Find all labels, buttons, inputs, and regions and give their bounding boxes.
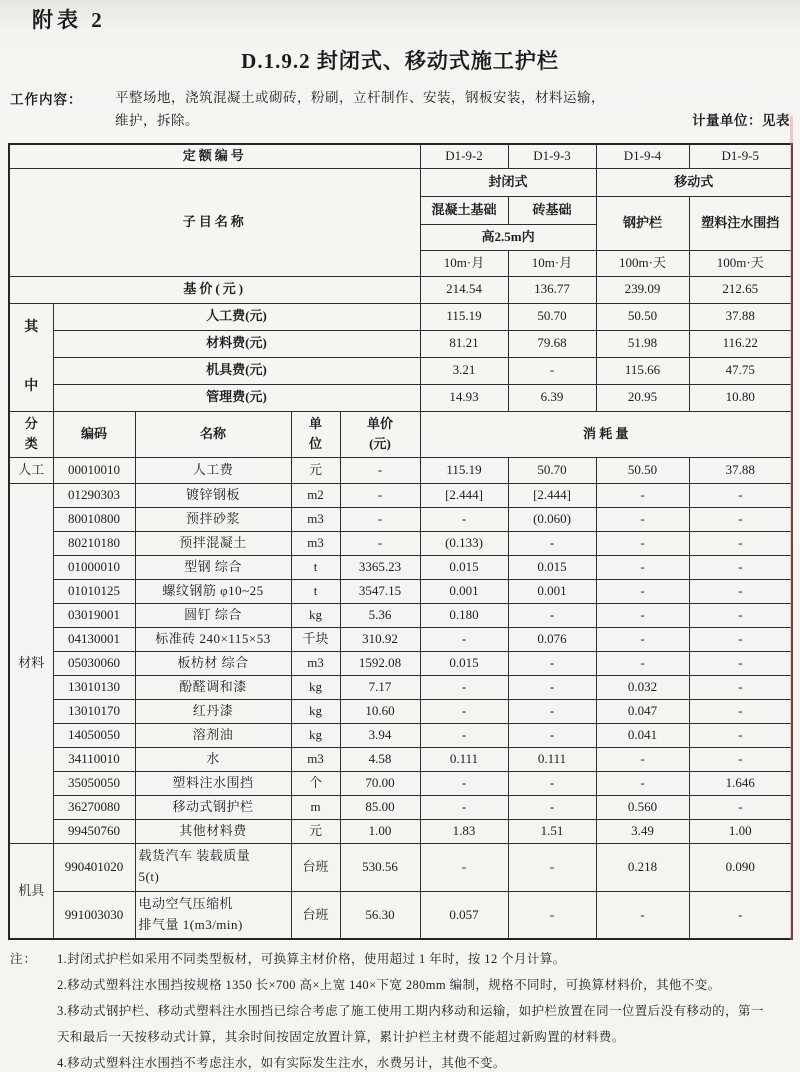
material-value-cell: 0.032 — [596, 675, 689, 699]
material-code-cell: 14050050 — [53, 723, 135, 747]
material-value-cell: - — [689, 531, 792, 555]
material-value-cell: - — [420, 795, 508, 819]
material-unit-cell: m3 — [291, 507, 340, 531]
fee-row — [9, 384, 792, 411]
fee-label-cell: 材料费(元) — [53, 330, 420, 357]
material-value-cell: 0.015 — [420, 555, 508, 579]
work-content-line1: 平整场地，浇筑混凝土或砌砖，粉刷，立杆制作、安装，钢板安装，材料运输， — [115, 90, 605, 105]
material-name-cell: 其他材料费 — [135, 819, 291, 843]
quota-code-cell: D1-9-4 — [596, 144, 689, 168]
header-code-cell: 编码 — [53, 411, 135, 457]
material-code-cell: 34110010 — [53, 747, 135, 771]
material-value-cell: - — [508, 603, 596, 627]
material-unit-cell: 个 — [291, 771, 340, 795]
machine-name-line2: 5(t) — [138, 869, 160, 884]
header-category-line1: 分 — [24, 415, 38, 431]
fee-value-cell: 116.22 — [689, 330, 792, 357]
material-name-cell: 标准砖 240×115×53 — [135, 627, 291, 651]
material-value-cell: - — [420, 507, 508, 531]
labor-value-cell: 115.19 — [420, 457, 508, 483]
material-row — [9, 555, 792, 579]
material-value-cell: 1.83 — [420, 819, 508, 843]
machine-value-cell: - — [508, 843, 596, 891]
material-unit-cell: m3 — [291, 747, 340, 771]
material-row — [9, 627, 792, 651]
material-value-cell: - — [596, 747, 689, 771]
header-unit-line2: 位 — [308, 436, 322, 451]
header-category-cell — [9, 411, 53, 457]
group-closed-cell: 封闭式 — [420, 168, 596, 196]
header-name-cell: 名称 — [135, 411, 291, 457]
material-row — [9, 675, 792, 699]
fee-row — [9, 303, 792, 330]
material-row — [9, 795, 792, 819]
material-price-cell: 85.00 — [340, 795, 420, 819]
material-name-cell: 红丹漆 — [135, 699, 291, 723]
material-value-cell: - — [508, 531, 596, 555]
material-name-cell: 预拌混凝土 — [135, 531, 291, 555]
material-price-cell: 70.00 — [340, 771, 420, 795]
labor-unit-cell: 元 — [291, 457, 340, 483]
material-name-cell: 圆钉 综合 — [135, 603, 291, 627]
machine-value-cell: - — [689, 891, 792, 939]
material-value-cell: 0.015 — [508, 555, 596, 579]
unit-cell: 10m·月 — [508, 250, 596, 276]
material-value-cell: - — [689, 723, 792, 747]
fee-value-cell: 81.21 — [420, 330, 508, 357]
material-name-cell: 溶剂油 — [135, 723, 291, 747]
material-value-cell: - — [689, 603, 792, 627]
sub-item-label-cell: 子目名称 — [9, 168, 420, 276]
detail-header-row — [9, 411, 792, 457]
quota-code-cell: D1-9-5 — [689, 144, 792, 168]
material-value-cell: (0.133) — [420, 531, 508, 555]
material-value-cell: 1.646 — [689, 771, 792, 795]
notes-label: 注： — [10, 952, 38, 966]
material-unit-cell: t — [291, 579, 340, 603]
material-value-cell: 0.047 — [596, 699, 689, 723]
labor-row — [9, 457, 792, 483]
header-price-line2: (元) — [369, 436, 391, 451]
material-row — [9, 507, 792, 531]
material-value-cell: 0.180 — [420, 603, 508, 627]
fee-label-cell: 机具费(元) — [53, 357, 420, 384]
fee-value-cell: 115.66 — [596, 357, 689, 384]
material-value-cell: - — [420, 699, 508, 723]
labor-name-cell: 人工费 — [135, 457, 291, 483]
material-value-cell: (0.060) — [508, 507, 596, 531]
material-price-cell: 1592.08 — [340, 651, 420, 675]
material-code-cell: 80010800 — [53, 507, 135, 531]
fee-value-cell: 3.21 — [420, 357, 508, 384]
fee-value-cell: - — [508, 357, 596, 384]
material-value-cell: - — [596, 603, 689, 627]
material-name-cell: 酚醛调和漆 — [135, 675, 291, 699]
work-content-body — [115, 88, 790, 134]
fee-row — [9, 330, 792, 357]
material-price-cell: 5.36 — [340, 603, 420, 627]
material-price-cell: 4.58 — [340, 747, 420, 771]
material-code-cell: 01000010 — [53, 555, 135, 579]
material-code-cell: 35050050 — [53, 771, 135, 795]
material-name-cell: 镀锌钢板 — [135, 483, 291, 507]
base-price-row — [9, 276, 792, 303]
material-row — [9, 483, 792, 507]
machine-name-cell — [135, 891, 291, 939]
material-price-cell: - — [340, 531, 420, 555]
measure-unit-note: 计量单位：见表 — [692, 113, 790, 128]
header-unit-cell — [291, 411, 340, 457]
among-label-cell — [9, 303, 53, 411]
height-note-cell: 高2.5m内 — [420, 224, 596, 250]
fee-row — [9, 357, 792, 384]
sub-item-cell: 钢护栏 — [596, 196, 689, 250]
work-content-line2-row — [115, 108, 790, 134]
material-value-cell: - — [508, 651, 596, 675]
machine-value-cell: 0.057 — [420, 891, 508, 939]
machine-name-cell — [135, 843, 291, 891]
work-content-line2: 维护，拆除。 — [115, 113, 199, 128]
note-item-3: 3.移动式钢护栏、移动式塑料注水围挡已综合考虑了施工使用工期内移动和运输，如护栏放置在同一位置后没有移动的，第一天和最后一天按移动式计算，其余时间按固定放置计算，累计护栏主材费不能超过新购置的材料费。 — [57, 1004, 764, 1044]
material-value-cell: 0.111 — [420, 747, 508, 771]
material-code-cell: 13010130 — [53, 675, 135, 699]
machine-value-cell: - — [420, 843, 508, 891]
work-content-block — [10, 88, 790, 134]
material-value-cell: - — [689, 627, 792, 651]
material-value-cell: - — [508, 699, 596, 723]
category-labor-cell: 人工 — [9, 457, 53, 483]
material-row — [9, 531, 792, 555]
material-code-cell: 01290303 — [53, 483, 135, 507]
material-value-cell: - — [689, 555, 792, 579]
material-unit-cell: m3 — [291, 651, 340, 675]
machine-code-cell: 990401020 — [53, 843, 135, 891]
header-category-line2: 类 — [24, 436, 38, 451]
material-price-cell: - — [340, 507, 420, 531]
note-item-1: 1.封闭式护栏如采用不同类型板材，可换算主材价格，使用超过 1 年时，按 12 个月计算。 — [57, 952, 566, 966]
material-value-cell: - — [689, 747, 792, 771]
machine-code-cell: 991003030 — [53, 891, 135, 939]
fee-value-cell: 115.19 — [420, 303, 508, 330]
material-name-cell: 水 — [135, 747, 291, 771]
material-unit-cell: kg — [291, 603, 340, 627]
unit-cell: 100m·天 — [689, 250, 792, 276]
material-value-cell: 1.00 — [689, 819, 792, 843]
fee-value-cell: 14.93 — [420, 384, 508, 411]
quota-code-row — [9, 144, 792, 168]
material-name-cell: 移动式钢护栏 — [135, 795, 291, 819]
material-price-cell: 310.92 — [340, 627, 420, 651]
fee-value-cell: 79.68 — [508, 330, 596, 357]
labor-value-cell: 37.88 — [689, 457, 792, 483]
fee-value-cell: 6.39 — [508, 384, 596, 411]
material-value-cell: 0.041 — [596, 723, 689, 747]
material-value-cell: 0.001 — [508, 579, 596, 603]
quota-code-cell: D1-9-3 — [508, 144, 596, 168]
fee-value-cell: 20.95 — [596, 384, 689, 411]
material-value-cell: - — [596, 555, 689, 579]
material-price-cell: - — [340, 483, 420, 507]
material-unit-cell: kg — [291, 699, 340, 723]
material-unit-cell: 千块 — [291, 627, 340, 651]
material-value-cell: 0.560 — [596, 795, 689, 819]
material-value-cell: - — [596, 651, 689, 675]
among-label-box — [13, 315, 50, 399]
material-value-cell: 1.51 — [508, 819, 596, 843]
material-unit-cell: m2 — [291, 483, 340, 507]
material-value-cell: - — [689, 675, 792, 699]
machine-name-line1: 载货汽车 装载质量 — [138, 848, 251, 864]
header-price-cell — [340, 411, 420, 457]
labor-value-cell: 50.50 — [596, 457, 689, 483]
material-code-cell: 80210180 — [53, 531, 135, 555]
material-code-cell: 36270080 — [53, 795, 135, 819]
material-code-cell: 13010170 — [53, 699, 135, 723]
category-machine-cell: 机具 — [9, 843, 53, 939]
material-price-cell: 3547.15 — [340, 579, 420, 603]
machine-value-cell: 0.090 — [689, 843, 792, 891]
fee-value-cell: 37.88 — [689, 303, 792, 330]
material-unit-cell: kg — [291, 723, 340, 747]
material-unit-cell: m — [291, 795, 340, 819]
material-value-cell: - — [596, 579, 689, 603]
notes-body — [57, 946, 790, 1072]
material-price-cell: 10.60 — [340, 699, 420, 723]
material-code-cell: 01010125 — [53, 579, 135, 603]
quota-code-cell: D1-9-2 — [420, 144, 508, 168]
sub-item-cell: 塑料注水围挡 — [689, 196, 792, 250]
base-price-cell: 239.09 — [596, 276, 689, 303]
material-value-cell: - — [508, 795, 596, 819]
material-value-cell: - — [508, 771, 596, 795]
machine-value-cell: - — [508, 891, 596, 939]
labor-price-cell: - — [340, 457, 420, 483]
material-row — [9, 603, 792, 627]
among-label-bottom: 中 — [24, 378, 39, 394]
base-price-cell: 214.54 — [420, 276, 508, 303]
machine-name-line1: 电动空气压缩机 — [138, 895, 234, 911]
material-value-cell: - — [420, 771, 508, 795]
fee-value-cell: 50.50 — [596, 303, 689, 330]
material-value-cell: - — [689, 651, 792, 675]
material-row — [9, 699, 792, 723]
category-material-cell: 材料 — [9, 483, 53, 843]
base-price-label-cell: 基价(元) — [9, 276, 420, 303]
header-price-line1: 单价 — [367, 415, 394, 431]
material-value-cell: - — [689, 483, 792, 507]
note-item-2: 2.移动式塑料注水围挡按规格 1350 长×700 高×上宽 140×下宽 280mm 编制，规格不同时，可换算材料价，其他不变。 — [57, 978, 721, 992]
material-value-cell: - — [508, 675, 596, 699]
fee-value-cell: 51.98 — [596, 330, 689, 357]
material-value-cell: - — [596, 627, 689, 651]
material-price-cell: 1.00 — [340, 819, 420, 843]
material-value-cell: 0.001 — [420, 579, 508, 603]
material-code-cell: 04130001 — [53, 627, 135, 651]
material-name-cell: 预拌砂浆 — [135, 507, 291, 531]
sub-item-cell: 混凝土基础 — [420, 196, 508, 224]
labor-code-cell: 00010010 — [53, 457, 135, 483]
fee-label-cell: 管理费(元) — [53, 384, 420, 411]
material-value-cell: - — [596, 483, 689, 507]
material-price-cell: 7.17 — [340, 675, 420, 699]
quota-table — [8, 143, 793, 940]
page-title: D.1.9.2 封闭式、移动式施工护栏 — [241, 49, 559, 73]
material-value-cell: 0.076 — [508, 627, 596, 651]
material-value-cell: - — [420, 675, 508, 699]
fee-value-cell: 47.75 — [689, 357, 792, 384]
material-row — [9, 579, 792, 603]
material-value-cell: - — [508, 723, 596, 747]
machine-name-line2: 排气量 1(m3/min) — [138, 916, 243, 932]
material-row — [9, 723, 792, 747]
material-code-cell: 03019001 — [53, 603, 135, 627]
group-mobile-cell: 移动式 — [596, 168, 792, 196]
material-row — [9, 771, 792, 795]
material-unit-cell: m3 — [291, 531, 340, 555]
material-row — [9, 747, 792, 771]
material-value-cell: [2.444] — [420, 483, 508, 507]
material-unit-cell: t — [291, 555, 340, 579]
material-value-cell: - — [420, 723, 508, 747]
fee-value-cell: 10.80 — [689, 384, 792, 411]
material-price-cell: 3365.23 — [340, 555, 420, 579]
scan-artifact-line — [790, 116, 793, 940]
among-label-top: 其 — [24, 320, 39, 335]
base-price-cell: 136.77 — [508, 276, 596, 303]
material-value-cell: [2.444] — [508, 483, 596, 507]
sub-item-cell: 砖基础 — [508, 196, 596, 224]
header-consumption-cell: 消 耗 量 — [420, 411, 792, 457]
material-name-cell: 板枋材 综合 — [135, 651, 291, 675]
material-name-cell: 型钢 综合 — [135, 555, 291, 579]
machine-value-cell: - — [596, 891, 689, 939]
material-unit-cell: 元 — [291, 819, 340, 843]
material-row — [9, 819, 792, 843]
material-row — [9, 651, 792, 675]
material-code-cell: 99450760 — [53, 819, 135, 843]
type-group-row — [9, 168, 792, 196]
material-unit-cell: kg — [291, 675, 340, 699]
header-unit-line1: 单 — [308, 415, 322, 431]
unit-cell: 10m·月 — [420, 250, 508, 276]
machine-value-cell: 0.218 — [596, 843, 689, 891]
work-content-label: 工作内容： — [10, 92, 83, 107]
material-value-cell: - — [596, 531, 689, 555]
machine-price-cell: 530.56 — [340, 843, 420, 891]
material-name-cell: 螺纹钢筋 φ10~25 — [135, 579, 291, 603]
labor-value-cell: 50.70 — [508, 457, 596, 483]
material-value-cell: 0.111 — [508, 747, 596, 771]
material-value-cell: - — [689, 699, 792, 723]
material-value-cell: 3.49 — [596, 819, 689, 843]
machine-row — [9, 843, 792, 891]
material-value-cell: - — [596, 507, 689, 531]
material-value-cell: - — [689, 507, 792, 531]
notes-section — [10, 946, 790, 1072]
machine-unit-cell: 台班 — [291, 843, 340, 891]
material-value-cell: - — [596, 771, 689, 795]
appendix-label: 附表 2 — [32, 8, 106, 32]
machine-unit-cell: 台班 — [291, 891, 340, 939]
note-item-4: 4.移动式塑料注水围挡不考虑注水，如有实际发生注水，水费另计，其他不变。 — [57, 1056, 506, 1070]
machine-row — [9, 891, 792, 939]
material-value-cell: - — [689, 795, 792, 819]
material-price-cell: 3.94 — [340, 723, 420, 747]
material-value-cell: - — [420, 627, 508, 651]
base-price-cell: 212.65 — [689, 276, 792, 303]
quota-code-label-cell: 定额编号 — [9, 144, 420, 168]
material-value-cell: 0.015 — [420, 651, 508, 675]
material-code-cell: 05030060 — [53, 651, 135, 675]
material-value-cell: - — [689, 579, 792, 603]
fee-label-cell: 人工费(元) — [53, 303, 420, 330]
fee-value-cell: 50.70 — [508, 303, 596, 330]
machine-price-cell: 56.30 — [340, 891, 420, 939]
unit-cell: 100m·天 — [596, 250, 689, 276]
material-name-cell: 塑料注水围挡 — [135, 771, 291, 795]
